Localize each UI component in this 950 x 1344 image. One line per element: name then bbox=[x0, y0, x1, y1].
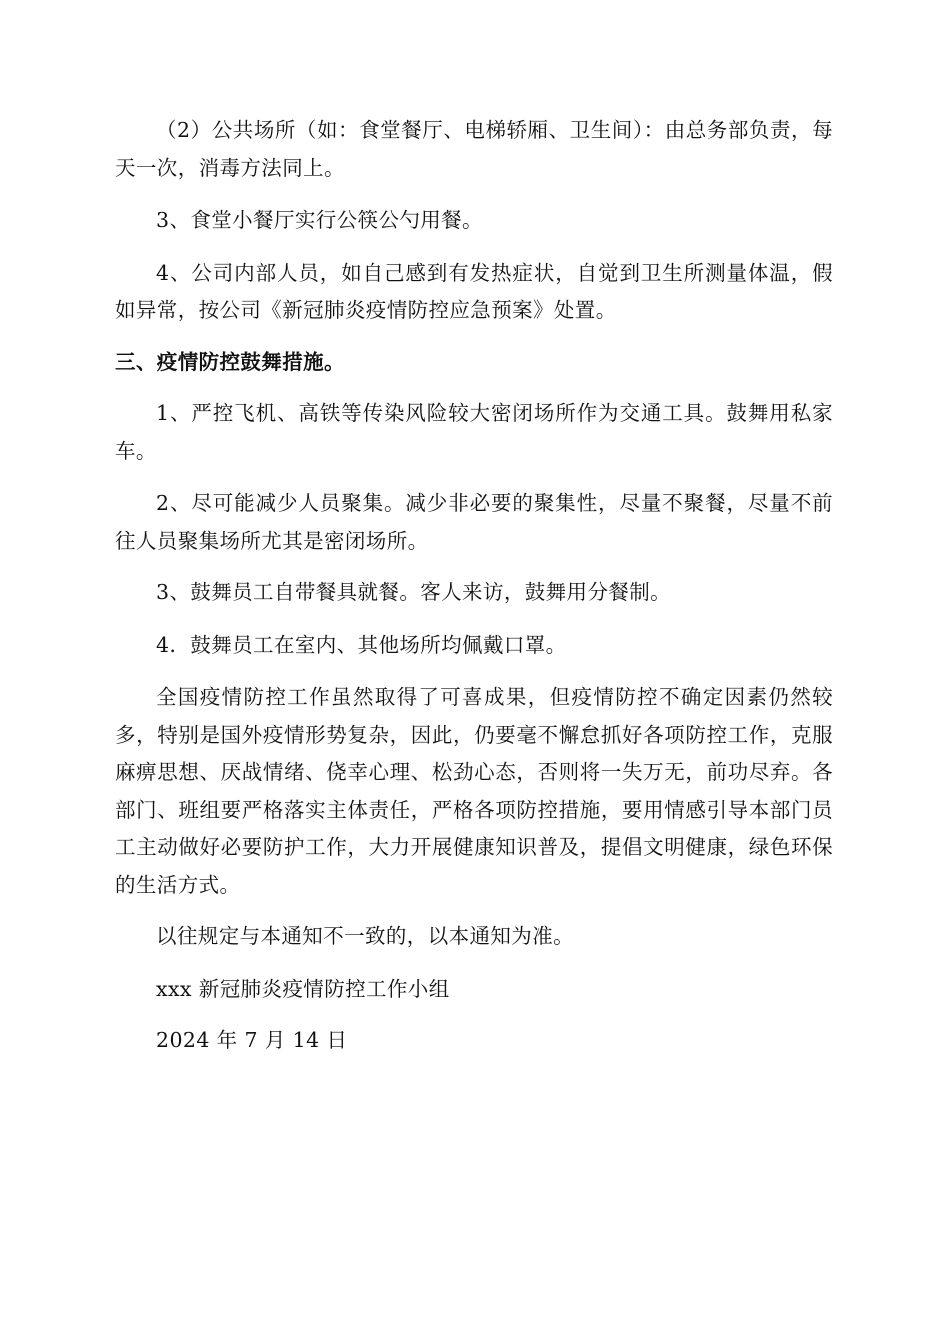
document-body bbox=[115, 112, 833, 1060]
measure-item-4: 4．鼓舞员工在室内、其他场所均佩戴口罩。 bbox=[156, 632, 567, 657]
notice-note: 以往规定与本通知不一致的，以本通知为准。 bbox=[156, 924, 574, 948]
measure-item-2: 2、尽可能减少人员聚集。减少非必要的聚集性，尽量不聚餐，尽量不前往人员聚集场所尤其是密闭场所。 bbox=[115, 491, 833, 553]
closing-paragraph: 全国疫情防控工作虽然取得了可喜成果，但疫情防控不确定因素仍然较多，特别是国外疫情形势复杂，因此，仍要毫不懈怠抓好各项防控工作，克服麻痹思想、厌战情绪、侥幸心理、松劲心态，否则将一失万无，前功尽弃。各部门、班组要严格落实主体责任，严格各项防控措施，要用情感引导本部门员工主动做好必要防护工作，大力开展健康知识普及，提倡文明健康，绿色环保的生活方式。 bbox=[115, 685, 833, 897]
date-line: 2024 年 7 月 14 日 bbox=[156, 1028, 348, 1052]
paragraph-canteen-utensils: 3、食堂小餐厅实行公筷公勺用餐。 bbox=[156, 208, 483, 232]
measure-item-1: 1、严控飞机、高铁等传染风险较大密闭场所作为交通工具。鼓舞用私家车。 bbox=[115, 401, 833, 463]
paragraph-public-places: （2）公共场所（如：食堂餐厅、电梯轿厢、卫生间）：由总务部负责，每天一次，消毒方法同上。 bbox=[115, 118, 833, 180]
section-heading: 三、疫情防控鼓舞措施。 bbox=[115, 349, 345, 374]
measure-item-3: 3、鼓舞员工自带餐具就餐。客人来访，鼓舞用分餐制。 bbox=[156, 580, 672, 604]
signature-line: xxx 新冠肺炎疫情防控工作小组 bbox=[156, 976, 450, 1001]
paragraph-fever-procedure: 4、公司内部人员，如自己感到有发热症状，自觉到卫生所测量体温，假如异常，按公司《新冠肺炎疫情防控应急预案》处置。 bbox=[115, 260, 833, 322]
